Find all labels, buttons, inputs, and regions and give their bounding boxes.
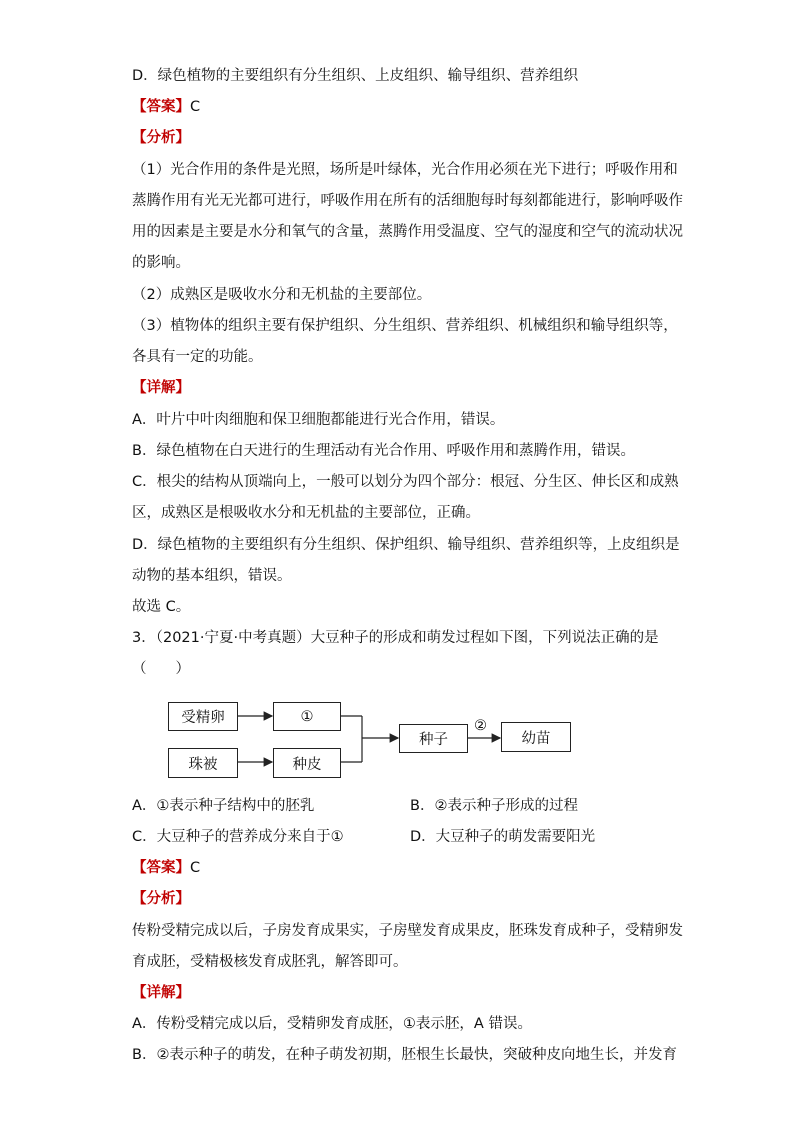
text-line: 故选 C。 [132,599,191,615]
text-line: （1）光合作用的条件是光照，场所是叶绿体，光合作用必须在光下进行；呼吸作用和 [132,162,678,178]
text-line: C．根尖的结构从顶端向上，一般可以划分为四个部分：根冠、分生区、伸长区和成熟 [132,474,679,490]
answer-value: C [190,860,201,876]
analysis-tag: 【分析】 [132,891,190,907]
option-b: B．②表示种子形成的过程 [410,798,578,814]
label-circle-2: ② [474,718,487,734]
answer-tag: 【答案】 [132,860,190,876]
text-line: A．传粉受精完成以后，受精卵发育成胚，①表示胚，A 错误。 [132,1016,532,1032]
text-line: 用的因素是主要是水分和氧气的含量，蒸腾作用受温度、空气的湿度和空气的流动状况 [132,224,683,240]
text-line: A．叶片中叶肉细胞和保卫细胞都能进行光合作用，错误。 [132,412,505,428]
text-line: （2）成熟区是吸收水分和无机盐的主要部位。 [132,287,432,303]
answer-line-2 [132,858,200,878]
text-line: B．绿色植物在白天进行的生理活动有光合作用、呼吸作用和蒸腾作用，错误。 [132,443,635,459]
option-c: C．大豆种子的营养成分来自于① [132,829,344,845]
text-line: （3）植物体的组织主要有保护组织、分生组织、营养组织、机械组织和输导组织等， [132,318,678,334]
box-seed: 种子 [399,724,468,753]
text-line: 动物的基本组织，错误。 [132,568,292,584]
box-fertilized-egg: 受精卵 [168,702,238,731]
box-seedling: 幼苗 [501,722,571,752]
box-ovule-coat: 珠被 [168,748,238,778]
text-line: 各具有一定的功能。 [132,349,263,365]
detail-tag: 【详解】 [132,985,190,1001]
detail-tag: 【详解】 [132,380,190,396]
text-line: 传粉受精完成以后，子房发育成果实，子房壁发育成果皮，胚珠发育成种子，受精卵发 [132,923,683,939]
question-3-stem: 3．（2021·宁夏·中考真题）大豆种子的形成和萌发过程如下图，下列说法正确的是 [132,630,659,646]
question-3-blank: （ ） [132,661,190,677]
text-line: B．②表示种子的萌发，在种子萌发初期，胚根生长最快，突破种皮向地生长，并发育 [132,1047,677,1063]
text-line: 育成胚，受精极核发育成胚乳，解答即可。 [132,954,408,970]
option-a: A．①表示种子结构中的胚乳 [132,798,315,814]
option-d: D．大豆种子的萌发需要阳光 [410,829,596,845]
box-circle-1: ① [273,702,341,731]
option-d-prev: D．绿色植物的主要组织有分生组织、上皮组织、输导组织、营养组织 [132,68,579,84]
text-line: 的影响。 [132,255,190,271]
text-line: 区，成熟区是根吸收水分和无机盐的主要部位，正确。 [132,505,480,521]
text-line: 蒸腾作用有光无光都可进行，呼吸作用在所有的活细胞每时每刻都能进行，影响呼吸作 [132,193,683,209]
box-seed-coat: 种皮 [273,748,341,778]
answer-tag: 【答案】 [132,99,190,115]
analysis-tag: 【分析】 [132,130,190,146]
answer-value: C [190,99,201,115]
text-line: D．绿色植物的主要组织有分生组织、保护组织、输导组织、营养组织等，上皮组织是 [132,537,680,553]
